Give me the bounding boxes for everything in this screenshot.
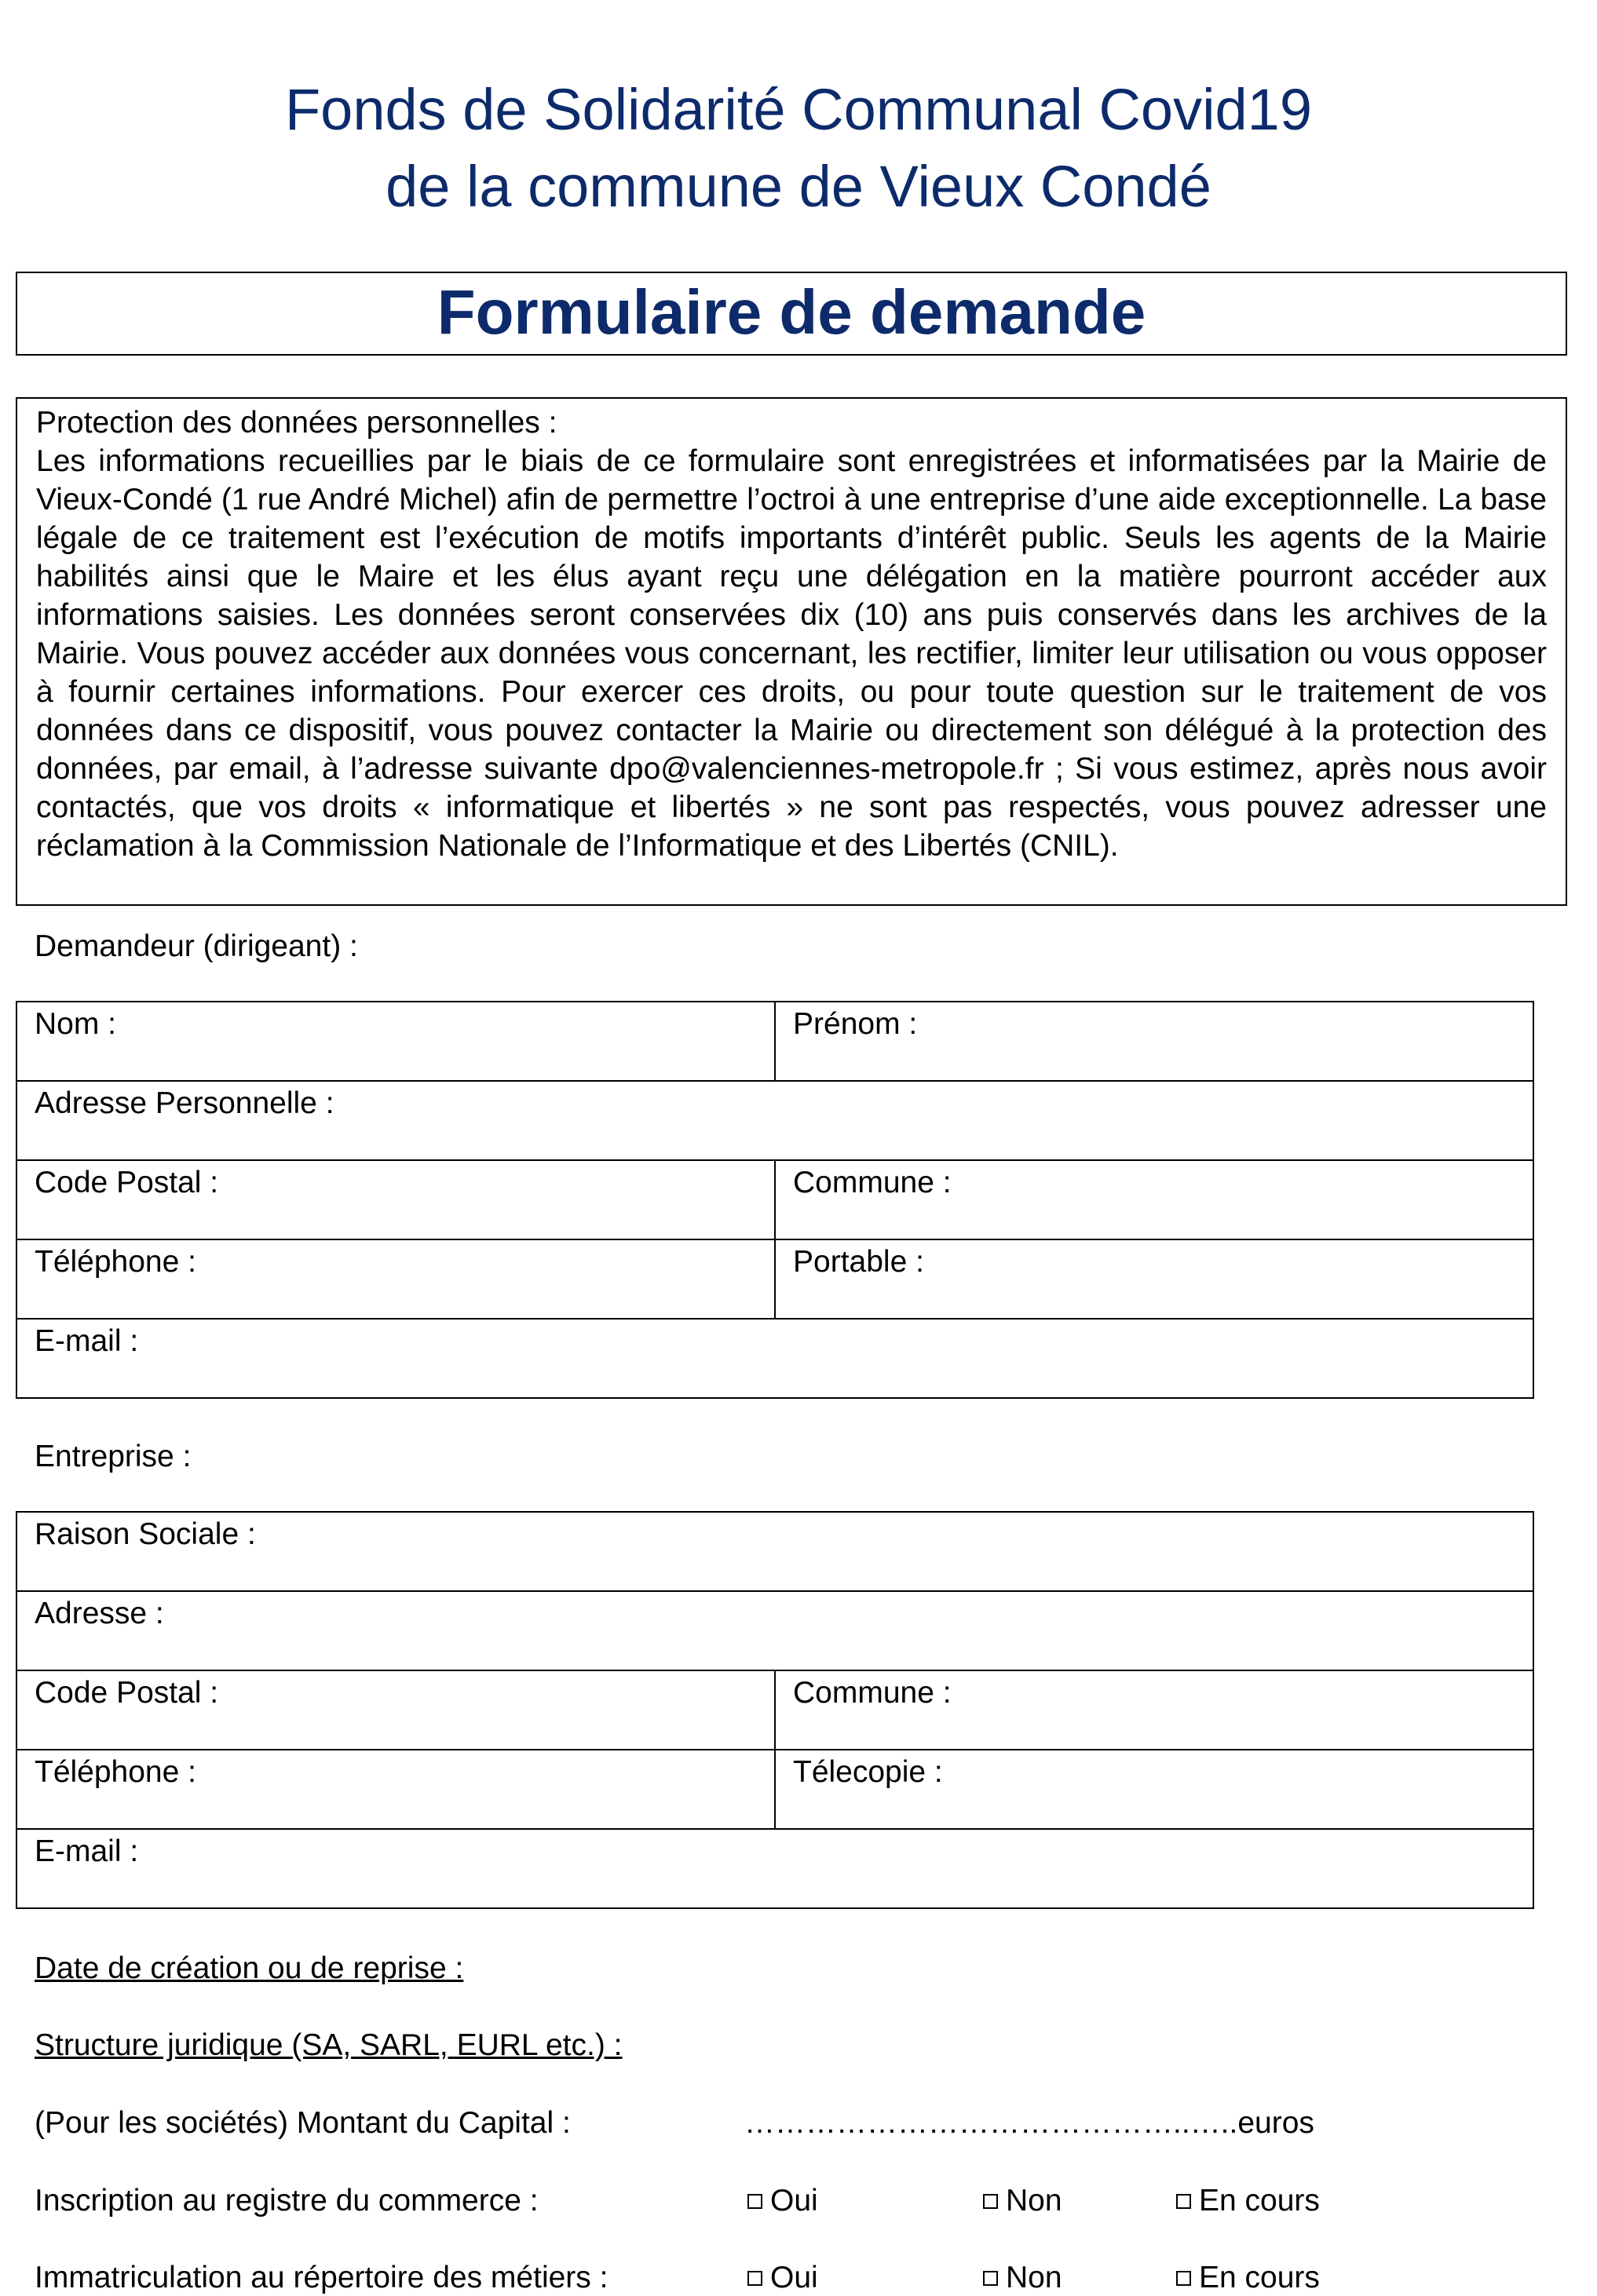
- privacy-body: Les informations recueillies par le biais de ce formulaire sont enregistrées et informatisées par la Mairie de Vieux-Condé (1 rue André Michel) afin de permettre l’octroi à une entreprise d’une aide exceptionnelle. La base légale de ce traitement est l’exécution de motifs importants d’intérêt public. Seuls les agents de la Mairie habilités ainsi que le Maire et les élus ayant reçu une délégation en la matière pourront accéder aux informations saisies. Les données seront conservées dix (10) ans puis conservés dans les archives de la Mairie. Vous pouvez accéder aux données vous concernant, les rectifier, limiter leur utilisation ou vous opposer à fournir certaines informations. Pour exercer ces droits, ou pour toute question sur le traitement de vos données dans ce dispositif, vous pouvez contacter la Mairie ou directement son délégué à la protection des données, par email, à l’adresse suivante dpo@valenciennes-metropole.fr ; Si vous estimez, après nous avoir contactés, que vos droits « informatique et libertés » ne sont pas respectés, vous pouvez adresser une réclamation à la Commission Nationale de l’Informatique et des Libertés (CNIL).: [36, 444, 1547, 863]
- applicant-prenom-field[interactable]: [775, 1002, 1533, 1081]
- applicant-code-postal-field[interactable]: [16, 1160, 775, 1239]
- privacy-heading: Protection des données personnelles :: [36, 406, 557, 440]
- applicant-commune-field[interactable]: [775, 1160, 1533, 1239]
- rcs-non-label: Non: [1006, 2184, 1062, 2218]
- applicant-nom-field[interactable]: [16, 1002, 775, 1081]
- rcs-en-cours-checkbox[interactable]: [1176, 2185, 1320, 2216]
- company-commune-label: Commune :: [793, 1676, 952, 1710]
- applicant-nom-label: Nom :: [35, 1007, 117, 1041]
- privacy-notice: [16, 397, 1567, 906]
- applicant-adresse-label: Adresse Personnelle :: [35, 1086, 334, 1120]
- checkbox-icon: [983, 2271, 998, 2286]
- rcs-oui-label: Oui: [770, 2184, 818, 2218]
- applicant-portable-field[interactable]: [775, 1239, 1533, 1319]
- rm-oui-checkbox[interactable]: [747, 2262, 818, 2293]
- rm-en-cours-label: En cours: [1199, 2261, 1320, 2294]
- checkbox-icon: [1176, 2194, 1191, 2209]
- rm-non-label: Non: [1006, 2261, 1062, 2294]
- company-telecopie-field[interactable]: [775, 1750, 1533, 1829]
- rcs-en-cours-label: En cours: [1199, 2184, 1320, 2218]
- rcs-oui-checkbox[interactable]: [747, 2185, 818, 2216]
- applicant-telephone-label: Téléphone :: [35, 1245, 196, 1279]
- applicant-telephone-field[interactable]: [16, 1239, 775, 1319]
- structure-juridique-label: Structure juridique (SA, SARL, EURL etc.) :: [35, 2028, 623, 2062]
- company-telephone-label: Téléphone :: [35, 1755, 196, 1789]
- company-telephone-field[interactable]: [16, 1750, 775, 1829]
- company-raison-sociale-label: Raison Sociale :: [35, 1517, 256, 1551]
- company-email-field[interactable]: [16, 1829, 1533, 1908]
- applicant-table: [16, 1001, 1534, 1399]
- capital-input[interactable]: ……………………………………..…..euros: [744, 2106, 1314, 2140]
- form-title: Formulaire de demande: [437, 277, 1146, 347]
- form-title-box: [16, 272, 1567, 356]
- company-commune-field[interactable]: [775, 1670, 1533, 1750]
- company-code-postal-field[interactable]: [16, 1670, 775, 1750]
- company-email-label: E-mail :: [35, 1834, 139, 1868]
- applicant-prenom-label: Prénom :: [793, 1007, 918, 1041]
- company-telecopie-label: Télecopie :: [793, 1755, 943, 1789]
- company-raison-sociale-field[interactable]: [16, 1512, 1533, 1591]
- applicant-adresse-field[interactable]: [16, 1081, 1533, 1160]
- page-title-line-2: de la commune de Vieux Condé: [386, 154, 1211, 219]
- applicant-section-label: Demandeur (dirigeant) :: [35, 929, 358, 963]
- applicant-email-label: E-mail :: [35, 1324, 139, 1358]
- company-adresse-field[interactable]: [16, 1591, 1533, 1670]
- company-code-postal-label: Code Postal :: [35, 1676, 219, 1710]
- rm-non-checkbox[interactable]: [983, 2262, 1062, 2293]
- page-title-line-1: Fonds de Solidarité Communal Covid19: [284, 77, 1312, 142]
- company-table: [16, 1511, 1534, 1909]
- checkbox-icon: [983, 2194, 998, 2209]
- rm-en-cours-checkbox[interactable]: [1176, 2262, 1320, 2293]
- company-section-label: Entreprise :: [35, 1440, 192, 1473]
- checkbox-icon: [1176, 2271, 1191, 2286]
- applicant-commune-label: Commune :: [793, 1166, 952, 1199]
- rcs-label: Inscription au registre du commerce :: [35, 2184, 539, 2218]
- rm-oui-label: Oui: [770, 2261, 818, 2294]
- applicant-email-field[interactable]: [16, 1319, 1533, 1398]
- rm-label: Immatriculation au répertoire des métiers :: [35, 2261, 608, 2294]
- capital-label: (Pour les sociétés) Montant du Capital :: [35, 2106, 571, 2140]
- checkbox-icon: [747, 2271, 762, 2286]
- date-creation-label: Date de création ou de reprise :: [35, 1951, 464, 1985]
- applicant-portable-label: Portable :: [793, 1245, 924, 1279]
- company-adresse-label: Adresse :: [35, 1597, 164, 1630]
- checkbox-icon: [747, 2194, 762, 2209]
- rcs-non-checkbox[interactable]: [983, 2185, 1062, 2216]
- applicant-code-postal-label: Code Postal :: [35, 1166, 219, 1199]
